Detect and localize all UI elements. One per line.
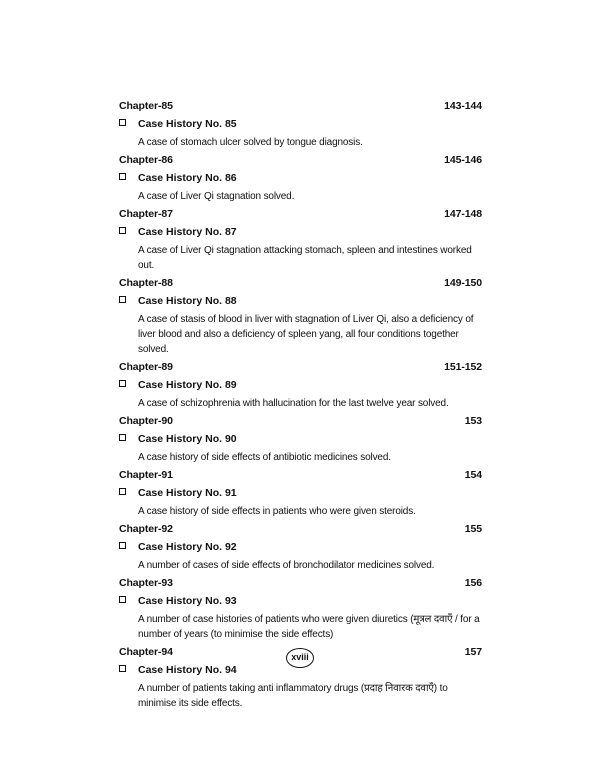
checkbox-bullet-icon	[119, 542, 126, 549]
chapter-title: Chapter-92	[119, 523, 173, 535]
chapter-heading-row[interactable]	[119, 359, 482, 376]
chapter-title: Chapter-90	[119, 415, 173, 427]
case-description: A case of Liver Qi stagnation attacking stomach, spleen and intestines worked out.	[138, 245, 472, 271]
chapter-title: Chapter-85	[119, 100, 173, 112]
chapter-heading-row[interactable]	[119, 521, 482, 538]
case-history-row	[119, 223, 482, 241]
chapter-heading-row[interactable]	[119, 467, 482, 484]
case-description: A case history of side effects in patients who were given steroids.	[138, 506, 416, 517]
chapter-pages: 154	[464, 469, 482, 481]
case-description: A case of Liver Qi stagnation solved.	[138, 191, 295, 202]
chapter-heading-row[interactable]	[119, 152, 482, 169]
case-history-row	[119, 592, 482, 610]
checkbox-bullet-icon	[119, 227, 126, 234]
chapter-pages: 157	[464, 646, 482, 658]
chapter-pages: 147-148	[444, 208, 482, 220]
case-description: A case of stasis of blood in liver with stagnation of Liver Qi, also a deficiency of liver blood and also a deficiency of spleen yang, all four conditions together solved.	[138, 314, 474, 355]
chapter-pages: 143-144	[444, 100, 482, 112]
chapter-title: Chapter-88	[119, 277, 173, 289]
checkbox-bullet-icon	[119, 119, 126, 126]
case-history-title: Case History No. 85	[138, 118, 237, 130]
case-history-title: Case History No. 90	[138, 433, 237, 445]
chapter-entry	[119, 467, 482, 521]
chapter-heading-row[interactable]	[119, 98, 482, 115]
chapter-pages: 156	[464, 577, 482, 589]
page-number-badge: xviii	[286, 648, 314, 668]
chapter-entry	[119, 521, 482, 575]
chapter-pages: 149-150	[444, 277, 482, 289]
chapter-title: Chapter-93	[119, 577, 173, 589]
case-description: A case of stomach ulcer solved by tongue diagnosis.	[138, 137, 363, 148]
chapter-pages: 151-152	[444, 361, 482, 373]
chapter-entry	[119, 152, 482, 206]
chapter-entry	[119, 413, 482, 467]
case-history-title: Case History No. 88	[138, 295, 237, 307]
case-history-row	[119, 538, 482, 556]
case-history-row	[119, 169, 482, 187]
case-history-row	[119, 376, 482, 394]
case-history-row	[119, 484, 482, 502]
checkbox-bullet-icon	[119, 173, 126, 180]
case-history-title: Case History No. 93	[138, 595, 237, 607]
checkbox-bullet-icon	[119, 380, 126, 387]
chapter-entry	[119, 359, 482, 413]
case-description: A number of cases of side effects of bronchodilator medicines solved.	[138, 560, 435, 571]
chapter-title: Chapter-86	[119, 154, 173, 166]
chapter-title: Chapter-91	[119, 469, 173, 481]
case-history-title: Case History No. 87	[138, 226, 237, 238]
chapter-pages: 145-146	[444, 154, 482, 166]
chapter-pages: 155	[464, 523, 482, 535]
chapter-entry	[119, 98, 482, 152]
case-description: A number of patients taking anti inflammatory drugs (प्रदाह निवारक दवाएँ) to minimise its side effects.	[138, 683, 448, 709]
chapter-title: Chapter-94	[119, 646, 173, 658]
checkbox-bullet-icon	[119, 488, 126, 495]
chapter-heading-row[interactable]	[119, 275, 482, 292]
checkbox-bullet-icon	[119, 665, 126, 672]
chapter-heading-row[interactable]	[119, 206, 482, 223]
case-history-row	[119, 115, 482, 133]
chapter-title: Chapter-87	[119, 208, 173, 220]
checkbox-bullet-icon	[119, 434, 126, 441]
case-description: A case of schizophrenia with hallucination for the last twelve year solved.	[138, 398, 449, 409]
case-history-title: Case History No. 94	[138, 664, 237, 676]
case-history-title: Case History No. 86	[138, 172, 237, 184]
chapter-heading-row[interactable]	[119, 575, 482, 592]
case-history-row	[119, 292, 482, 310]
case-history-title: Case History No. 92	[138, 541, 237, 553]
case-history-row	[119, 430, 482, 448]
case-description: A case history of side effects of antibiotic medicines solved.	[138, 452, 391, 463]
table-of-contents	[119, 98, 482, 713]
chapter-entry	[119, 206, 482, 275]
chapter-title: Chapter-89	[119, 361, 173, 373]
case-history-title: Case History No. 89	[138, 379, 237, 391]
chapter-heading-row[interactable]	[119, 413, 482, 430]
chapter-entry	[119, 575, 482, 644]
checkbox-bullet-icon	[119, 596, 126, 603]
checkbox-bullet-icon	[119, 296, 126, 303]
case-description: A number of case histories of patients who were given diuretics (मूत्रल दवाएँ / for a number of years (to minimise the side effects)	[138, 614, 480, 640]
case-history-title: Case History No. 91	[138, 487, 237, 499]
chapter-pages: 153	[464, 415, 482, 427]
chapter-entry	[119, 275, 482, 359]
